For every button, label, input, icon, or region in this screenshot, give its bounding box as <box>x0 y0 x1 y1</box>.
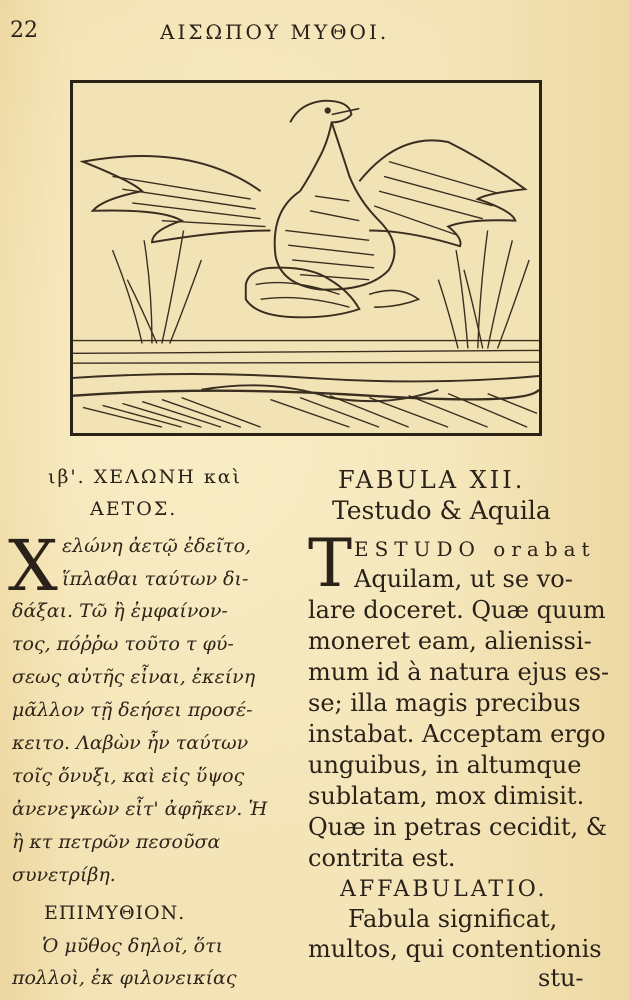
eagle-woodcut-icon <box>73 83 539 433</box>
greek-line-7: κειτο. Λαβὼν ἦν ταύτων <box>12 732 249 754</box>
latin-fable-subtitle: Testudo & Aquila <box>332 496 551 525</box>
tortoise-in-talons <box>246 268 419 318</box>
greek-line-2: ἵπλαθαι ταύτων δι- <box>62 568 249 590</box>
greek-moral-line-1: Ὁ μῦθος δηλοῖ, ὅτι <box>42 935 224 957</box>
greek-fable-subtitle: ΑΕΤΟΣ. <box>90 498 178 520</box>
greek-line-9: ἀνενεγκὼν εἶτ' ἀφῆκεν. Ἡ <box>12 798 268 820</box>
greek-dropcap: Χ <box>8 525 58 607</box>
left-wing <box>83 156 271 242</box>
latin-fable-title: FABULA XII. <box>338 466 526 494</box>
greek-line-11: συνετρίβη. <box>12 864 116 886</box>
latin-line-10: contrita est. <box>308 844 456 872</box>
greek-line-3: δάξαι. Τῶ ἢ ἐμφαίνον- <box>12 600 228 622</box>
latin-line-3: moneret eam, alienissi- <box>308 627 592 655</box>
latin-line-4: mum id à natura ejus es- <box>308 658 610 686</box>
latin-dropcap: T <box>308 525 353 602</box>
greek-line-8: τοῖς ὄνυξι, καὶ εἰς ὕψος <box>12 765 245 787</box>
latin-first-line-rest: ESTUDO orabat <box>354 537 596 561</box>
greek-line-10: ἢ κτ πετρῶν πεσοῦσα <box>12 831 221 853</box>
reeds-right <box>438 230 529 348</box>
greek-line-1: ελώνη ἀετῷ ἐδεῖτο, <box>62 535 252 557</box>
latin-moral-title: AFFABULATIO. <box>340 877 548 902</box>
greek-fable-title: ιβ'. ΧΕΛΩΝΗ καὶ <box>48 466 242 488</box>
latin-line-2: lare doceret. Quæ quum <box>308 596 606 624</box>
woodcut-illustration <box>70 80 542 436</box>
latin-moral-line-2: multos, qui contentionis <box>308 935 602 963</box>
greek-moral-line-2: πολλοὶ, ἐκ φιλονεικίας <box>12 967 237 989</box>
latin-line-6: instabat. Acceptam ergo <box>308 720 606 748</box>
latin-line-1: Aquilam, ut se vo- <box>354 565 573 593</box>
latin-moral-line-3: stu- <box>538 964 584 992</box>
right-wing <box>359 140 525 246</box>
eagle-body <box>275 101 395 290</box>
greek-line-6: μᾶλλον τῇ δεήσει προσέ- <box>12 699 253 721</box>
greek-line-4: τος, πόῤῥω τοῦτο τ φύ- <box>12 633 234 655</box>
greek-moral-title: ΕΠΙΜΥΘΙΟΝ. <box>44 902 186 924</box>
latin-moral-line-1: Fabula significat, <box>348 905 558 933</box>
latin-line-7: unguibus, in altumque <box>308 751 582 779</box>
latin-line-8: sublatam, mox dimisit. <box>308 782 585 810</box>
reeds-left <box>112 230 201 343</box>
latin-line-5: se; illa magis precibus <box>308 689 581 717</box>
running-head: ΑΙΣΩΠΟΥ ΜΥΘΟΙ. <box>160 20 390 44</box>
page-number: 22 <box>10 18 38 43</box>
ground-hatching <box>73 341 539 428</box>
latin-line-9: Quæ in petras cecidit, & <box>308 813 608 841</box>
greek-line-5: σεως αὐτῆς εἶναι, ἐκείνη <box>12 666 256 688</box>
